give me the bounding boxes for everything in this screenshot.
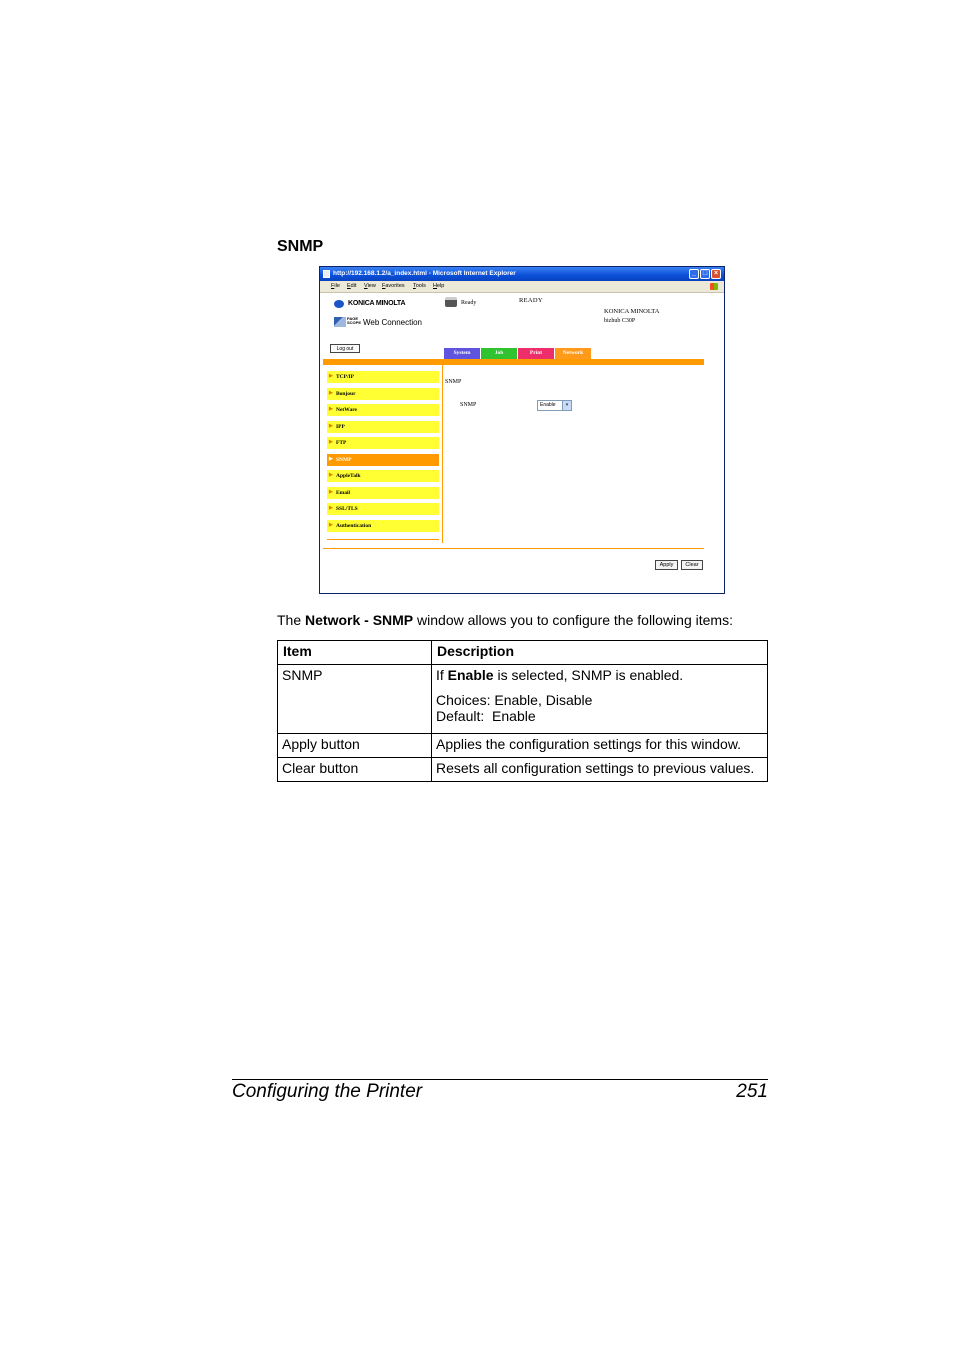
tab-system[interactable]: System — [444, 348, 480, 359]
sidebar-item-ipp[interactable]: ▶ IPP — [327, 421, 439, 433]
intro-bold: Network - SNMP — [305, 612, 414, 628]
arrow-right-icon: ▶ — [329, 456, 333, 462]
menu-favorites[interactable]: Favorites — [382, 283, 405, 289]
pagescope-icon — [334, 317, 346, 327]
snmp-select[interactable] — [537, 400, 572, 411]
menu-tools[interactable]: Tools — [413, 283, 426, 289]
arrow-right-icon: ▶ — [329, 473, 333, 478]
sidebar-item-ssl-tls[interactable]: ▶ SSL/TLS — [327, 503, 439, 515]
web-connection-label: Web Connection — [363, 318, 422, 327]
ie-page-icon — [323, 270, 330, 278]
close-icon[interactable]: × — [711, 269, 721, 279]
sidebar-item-email[interactable]: ▶ Email — [327, 487, 439, 499]
browser-titlebar — [320, 267, 724, 281]
model-line-1: KONICA MINOLTA — [604, 308, 660, 315]
table-cell-description: Resets all configuration settings to previous values. — [436, 760, 755, 776]
table-cell-item: Clear button — [282, 760, 359, 776]
printer-status: READY — [519, 297, 543, 304]
sidebar-item-bonjour[interactable]: ▶ Bonjour — [327, 388, 439, 400]
tab-job[interactable]: Job — [481, 348, 517, 359]
arrow-right-icon: ▶ — [329, 407, 333, 412]
arrow-right-icon: ▶ — [329, 506, 333, 511]
arrow-right-icon: ▶ — [329, 374, 333, 379]
apply-button[interactable]: Apply — [655, 560, 678, 570]
sidebar-item-netware[interactable]: ▶ NetWare — [327, 404, 439, 416]
web-content — [323, 293, 721, 592]
tab-network[interactable]: Network — [555, 348, 591, 359]
menu-file[interactable]: File — [331, 283, 340, 289]
panel-title: SNMP — [445, 379, 462, 385]
table-header-description: Description — [437, 643, 515, 659]
section-heading: SNMP — [277, 238, 324, 255]
horizontal-divider — [323, 548, 704, 549]
arrow-right-icon: ▶ — [329, 489, 333, 495]
table-cell-item: SNMP — [282, 667, 323, 683]
arrow-right-icon: ▶ — [329, 390, 333, 396]
sidebar-item-tcpip[interactable]: ▶ TCP/IP — [327, 371, 439, 383]
sidebar-item-authentication[interactable]: ▶ Authentication — [327, 520, 439, 532]
clear-button[interactable]: Clear — [681, 560, 703, 570]
brand-name: KONICA MINOLTA — [348, 300, 406, 307]
footer-title: Configuring the Printer — [232, 1081, 423, 1102]
sidebar-bottom-rule — [327, 539, 439, 540]
minimize-icon[interactable]: _ — [689, 269, 699, 279]
menu-help[interactable]: Help — [433, 283, 445, 289]
maximize-icon[interactable]: □ — [700, 269, 710, 279]
page-number: 251 — [736, 1081, 768, 1102]
model-line-2: bizhub C30P — [604, 318, 636, 324]
sidebar-item-appletalk[interactable]: ▶ AppleTalk — [327, 470, 439, 482]
printer-icon — [445, 297, 457, 307]
snmp-field-label: SNMP — [460, 402, 477, 408]
printer-status-icon-label: Ready — [461, 300, 477, 306]
arrow-right-icon: ▶ — [329, 522, 333, 528]
table-header-item: Item — [283, 643, 312, 659]
chevron-down-icon[interactable]: ▾ — [562, 401, 571, 410]
konica-logo-icon — [334, 300, 344, 308]
sidebar-item-snmp[interactable]: ▶ SNMP — [327, 454, 439, 466]
table-cell-description: If Enable is selected, SNMP is enabled. Choices: Enable, Disable Default: Enable — [436, 667, 684, 724]
vertical-divider — [442, 365, 443, 543]
table-cell-description: Applies the configuration settings for this window. — [436, 736, 742, 752]
browser-menubar — [320, 281, 724, 293]
sidebar — [325, 371, 439, 539]
window-title: http://192.168.1.2/a_index.html - Microsoft Internet Explorer — [333, 270, 516, 277]
menu-edit[interactable]: Edit — [347, 283, 357, 289]
menu-view[interactable]: View — [364, 283, 376, 289]
sidebar-item-ftp[interactable]: ▶ FTP — [327, 437, 439, 449]
tab-print[interactable]: Print — [518, 348, 554, 359]
tab-underline-bar — [323, 359, 704, 365]
snmp-select-value: Enable — [540, 402, 556, 408]
arrow-right-icon: ▶ — [329, 440, 333, 445]
intro-paragraph: The Network - SNMP window allows you to configure the following items: — [277, 612, 733, 628]
footer-rule — [232, 1079, 768, 1080]
browser-screenshot — [319, 266, 725, 594]
table-cell-item: Apply button — [282, 736, 360, 752]
pagescope-label: PAGE SCOPE — [347, 316, 362, 325]
windows-logo-icon — [710, 283, 718, 290]
logout-button[interactable]: Log out — [330, 344, 360, 353]
items-table — [277, 640, 768, 782]
arrow-right-icon: ▶ — [329, 423, 333, 429]
